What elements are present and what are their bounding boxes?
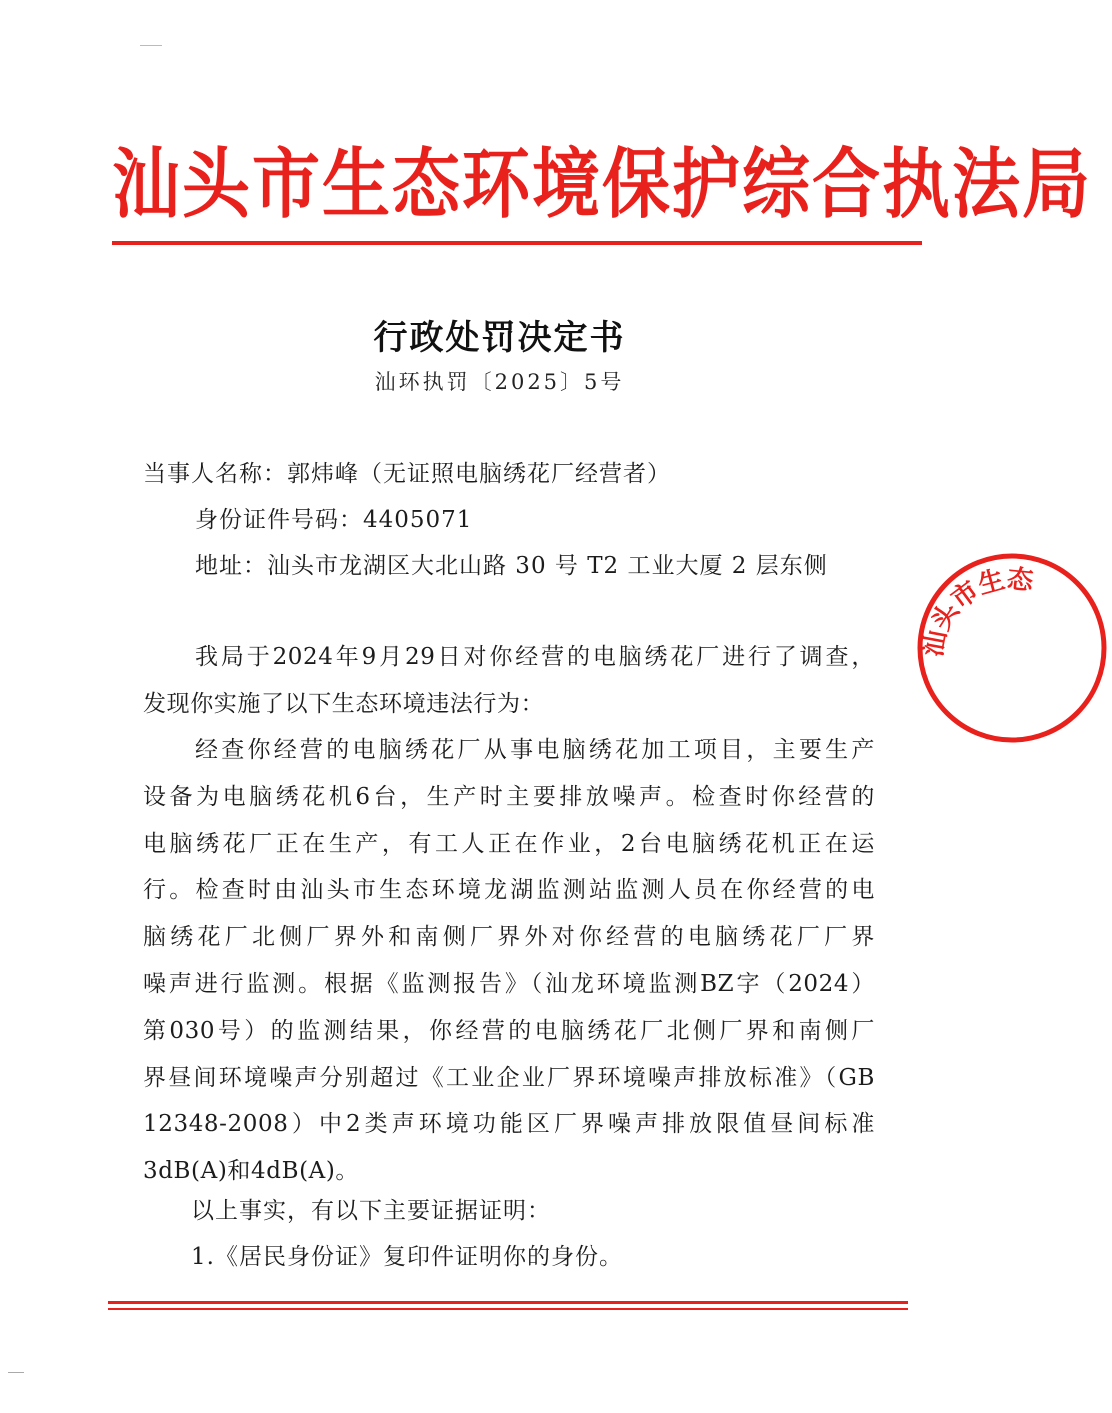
body-line: 界昼间环境噪声分别超过《工业企业厂界环境噪声排放标准》（GB — [143, 1064, 875, 1091]
body-line: 脑绣花厂北侧厂界外和南侧厂界外对你经营的电脑绣花厂厂界 — [143, 924, 875, 951]
body-line: 我局于2024年9月29日对你经营的电脑绣花厂进行了调查， — [195, 644, 875, 670]
body-line: 3dB(A)和4dB(A)。 — [143, 1158, 360, 1185]
party-name-line — [143, 455, 671, 488]
body-line: 第030号）的监测结果，你经营的电脑绣花厂北侧厂界和南侧厂 — [143, 1017, 875, 1044]
body-line: 电脑绣花厂正在生产，有工人正在作业，2台电脑绣花机正在运 — [143, 830, 875, 857]
body-line: 行。检查时由汕头市生态环境龙湖监测站监测人员在你经营的电 — [143, 877, 875, 904]
body-line: 设备为电脑绣花机6台，生产时主要排放噪声。检查时你经营的 — [143, 783, 875, 810]
party-name-label: 当事人名称： — [143, 461, 287, 487]
svg-text:汕头市生态 — [918, 564, 1035, 659]
party-id-label: 身份证件号码： — [195, 507, 363, 533]
party-address-line — [195, 547, 828, 580]
footer-red-rule-thin — [108, 1308, 908, 1310]
document-title: 行政处罚决定书 — [373, 318, 626, 358]
scan-mark — [140, 45, 162, 46]
paragraph-evidence-intro: 以上事实，有以下主要证据证明： — [191, 1198, 551, 1224]
party-id-value: 4405071 — [363, 507, 473, 533]
party-name-value: 郭炜峰（无证照电脑绣花厂经营者） — [287, 461, 671, 487]
paragraph-evidence-item-1: 1.《居民身份证》复印件证明你的身份。 — [191, 1244, 623, 1270]
seal-text: 汕头市生态 — [918, 564, 1035, 660]
party-id-line — [195, 501, 472, 534]
body-line: 12348-2008）中2类声环境功能区厂界噪声排放限值昼间标准 — [143, 1111, 875, 1138]
paragraph-facts — [143, 727, 875, 1195]
header-red-rule — [112, 241, 922, 245]
paragraph-investigation — [143, 634, 875, 728]
body-line: 经查你经营的电脑绣花厂从事电脑绣花加工项目，主要生产 — [195, 737, 875, 763]
footer-red-rule — [108, 1301, 908, 1304]
party-address-value: 汕头市龙湖区大北山路 30 号 T2 工业大厦 2 层东侧 — [267, 553, 828, 579]
body-line: 噪声进行监测。根据《监测报告》（汕龙环境监测BZ字（2024） — [143, 970, 875, 997]
scan-mark-corner — [8, 1372, 24, 1373]
agency-header: 汕头市生态环境保护综合执法局 — [112, 141, 1093, 230]
official-seal-icon — [912, 548, 1112, 748]
body-line: 发现你实施了以下生态环境违法行为： — [143, 690, 545, 717]
document-number: 汕环执罚〔2025〕5号 — [374, 370, 625, 394]
party-address-label: 地址： — [195, 553, 267, 579]
